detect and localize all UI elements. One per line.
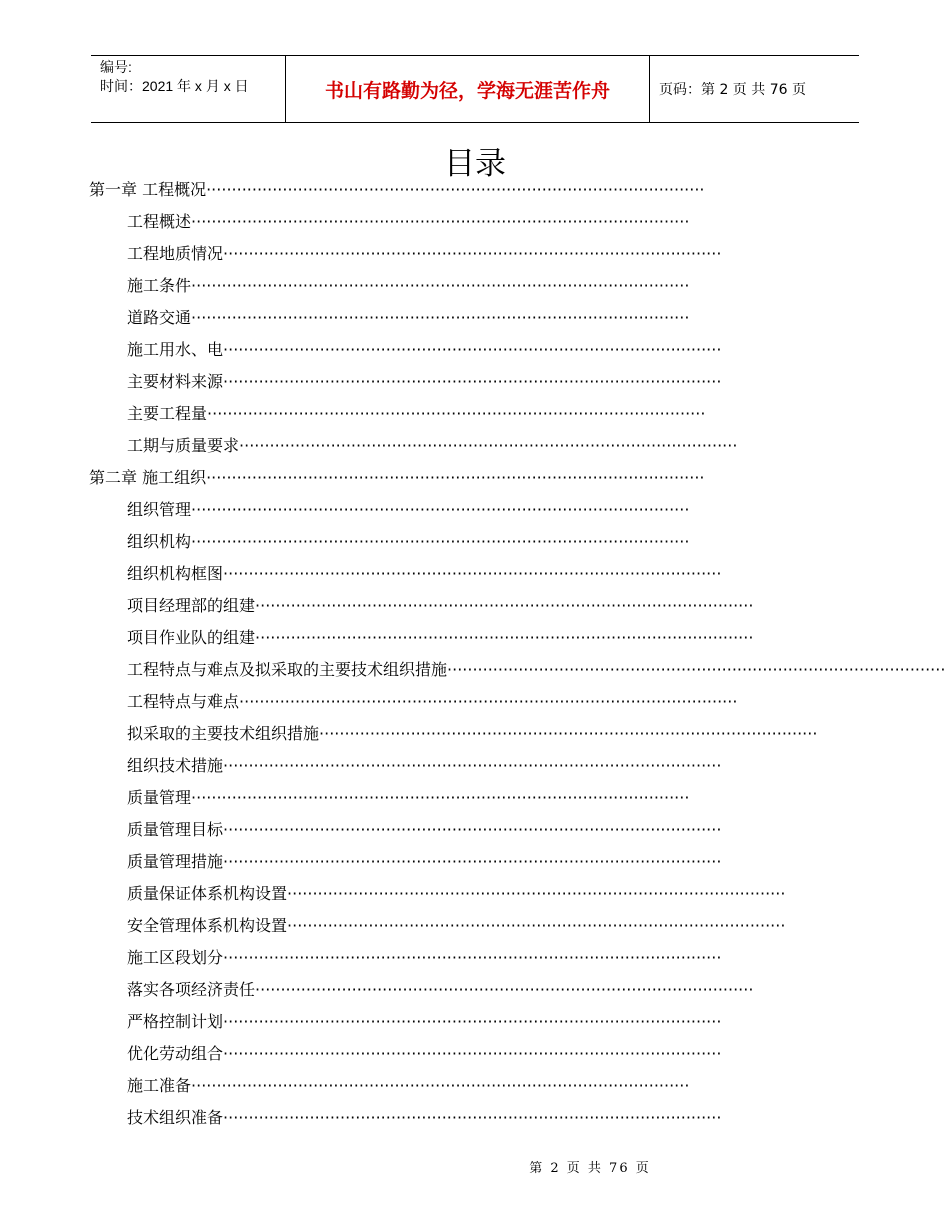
time-label: 时间：2021 年 x 月 x 日 — [100, 78, 249, 94]
toc-entry — [127, 1040, 722, 1068]
toc-entry-label: 项目作业队的组建 — [127, 628, 256, 647]
dot-leader: ·································································································· — [191, 212, 690, 231]
dot-leader: ·································································································· — [206, 180, 705, 199]
toc-entry-label: 工程特点与难点及拟采取的主要技术组织措施 — [127, 660, 448, 679]
toc-entry-label: 主要工程量 — [127, 404, 208, 423]
toc-entry — [127, 944, 722, 972]
dot-leader: ·································································································· — [191, 308, 690, 327]
toc-entry-label: 质量管理措施 — [127, 852, 224, 871]
toc-entry — [127, 848, 722, 876]
toc-entry-label: 工程地质情况 — [127, 244, 224, 263]
toc-entry-label: 工程概述 — [127, 212, 192, 231]
toc-entry — [127, 560, 722, 588]
toc-entry — [127, 720, 818, 748]
dot-leader: ·································································································· — [223, 1044, 722, 1063]
dot-leader: ·································································································· — [287, 916, 786, 935]
toc-chapter — [89, 176, 705, 204]
toc-entry — [127, 816, 722, 844]
dot-leader: ·································································································· — [191, 532, 690, 551]
toc-entry — [127, 880, 786, 908]
toc-entry — [127, 400, 706, 428]
toc-entry-label: 工程特点与难点 — [127, 692, 240, 711]
page-info: 页码：第 2 页 共 76 页 — [659, 82, 806, 98]
toc-entry — [127, 592, 754, 620]
page-header — [91, 55, 859, 123]
toc-entry — [127, 1072, 690, 1100]
dot-leader: ·································································································· — [191, 1076, 690, 1095]
toc-entry-label: 质量管理目标 — [127, 820, 224, 839]
dot-leader: ·································································································· — [223, 756, 722, 775]
toc-entry-label: 技术组织准备 — [127, 1108, 224, 1127]
toc-entry — [127, 528, 690, 556]
toc-entry — [127, 304, 690, 332]
dot-leader: ·································································································· — [223, 340, 722, 359]
toc-entry — [127, 240, 722, 268]
dot-leader: ·································································································· — [223, 244, 722, 263]
dot-leader: ·································································································· — [223, 372, 722, 391]
dot-leader: ·································································································· — [319, 724, 818, 743]
toc-entry-label: 安全管理体系机构设置 — [127, 916, 288, 935]
toc-entry-label: 施工条件 — [127, 276, 192, 295]
toc-entry-label: 道路交通 — [127, 308, 192, 327]
dot-leader: ·································································································· — [447, 660, 946, 679]
toc-title: 目录 — [444, 146, 506, 182]
toc-entry-label: 项目经理部的组建 — [127, 596, 256, 615]
toc-entry-label: 施工准备 — [127, 1076, 192, 1095]
toc-entry-label: 优化劳动组合 — [127, 1044, 224, 1063]
toc-entry — [127, 1008, 722, 1036]
toc-entry — [127, 368, 722, 396]
toc-entry-label: 第二章 施工组织 — [89, 468, 207, 487]
toc-entry-label: 组织技术措施 — [127, 756, 224, 775]
dot-leader: ·································································································· — [223, 820, 722, 839]
toc-entry-label: 主要材料来源 — [127, 372, 224, 391]
dot-leader: ·································································································· — [255, 596, 754, 615]
dot-leader: ·································································································· — [223, 1108, 722, 1127]
toc-entry-label: 组织机构 — [127, 532, 192, 551]
page-footer: 第 2 页 共 76 页 — [529, 1161, 651, 1176]
toc-entry — [127, 208, 690, 236]
toc-entry-label: 拟采取的主要技术组织措施 — [127, 724, 320, 743]
dot-leader: ·································································································· — [223, 852, 722, 871]
dot-leader: ·································································································· — [223, 564, 722, 583]
toc-entry — [127, 752, 722, 780]
dot-leader: ·································································································· — [255, 980, 754, 999]
toc-entry-label: 组织管理 — [127, 500, 192, 519]
toc-entry — [127, 336, 722, 364]
toc-entry — [127, 976, 754, 1004]
dot-leader: ·································································································· — [239, 436, 738, 455]
dot-leader: ·································································································· — [255, 628, 754, 647]
toc-entry-label: 落实各项经济责任 — [127, 980, 256, 999]
toc-entry — [127, 1104, 722, 1132]
toc-entry — [127, 624, 754, 652]
dot-leader: ·································································································· — [191, 276, 690, 295]
dot-leader: ·································································································· — [287, 884, 786, 903]
dot-leader: ·································································································· — [207, 404, 706, 423]
toc-entry — [127, 496, 690, 524]
dot-leader: ·································································································· — [239, 692, 738, 711]
toc-entry — [127, 688, 738, 716]
dot-leader: ·································································································· — [191, 500, 690, 519]
number-label: 编号: — [100, 59, 132, 75]
toc-entry-label: 质量保证体系机构设置 — [127, 884, 288, 903]
toc-chapter — [89, 464, 705, 492]
toc-entry — [127, 912, 786, 940]
toc-entry-label: 严格控制计划 — [127, 1012, 224, 1031]
toc-entry-label: 工期与质量要求 — [127, 436, 240, 455]
toc-entry — [127, 272, 690, 300]
toc-entry-label: 组织机构框图 — [127, 564, 224, 583]
toc-entry-label: 第一章 工程概况 — [89, 180, 207, 199]
toc-entry — [127, 656, 946, 684]
header-meta — [91, 56, 286, 122]
dot-leader: ·································································································· — [206, 468, 705, 487]
toc-entry-label: 质量管理 — [127, 788, 192, 807]
dot-leader: ·································································································· — [223, 1012, 722, 1031]
toc-entry — [127, 432, 738, 460]
motto: 书山有路勤为径，学海无涯苦作舟 — [286, 56, 650, 122]
toc-entry — [127, 784, 690, 812]
dot-leader: ·································································································· — [191, 788, 690, 807]
toc-entry-label: 施工区段划分 — [127, 948, 224, 967]
toc-entry-label: 施工用水、电 — [127, 340, 224, 359]
dot-leader: ·································································································· — [223, 948, 722, 967]
